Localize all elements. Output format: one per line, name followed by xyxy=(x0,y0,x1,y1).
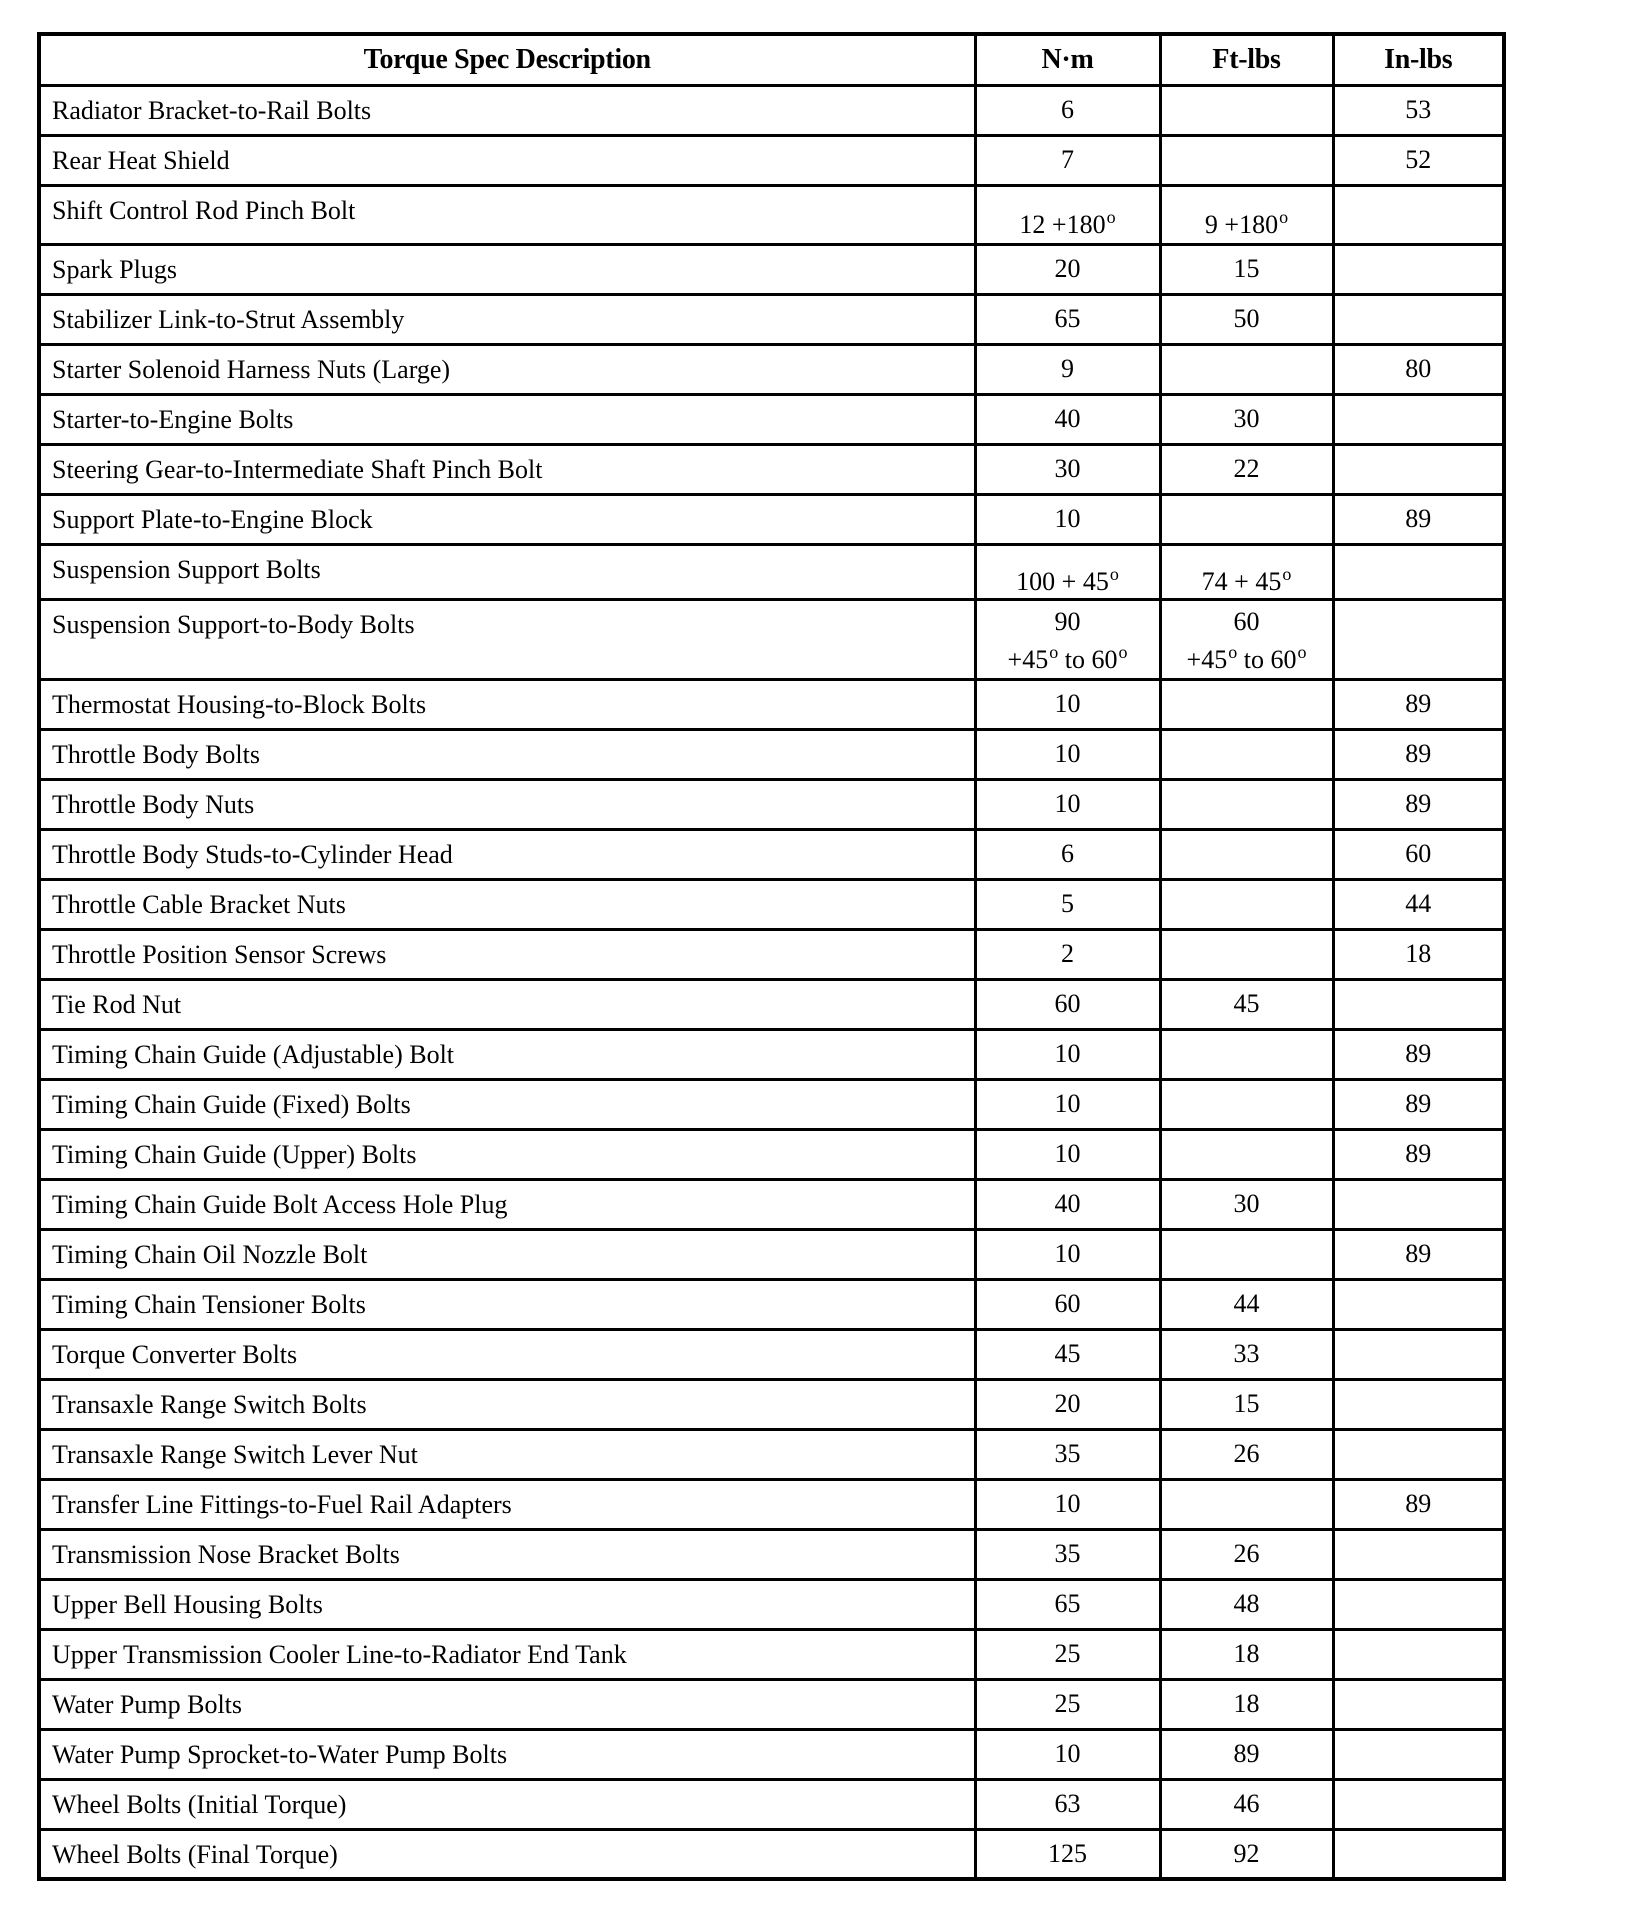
nm-cell: 25 xyxy=(975,1679,1160,1729)
nm-cell: 63 xyxy=(975,1779,1160,1829)
torque-spec-table xyxy=(37,32,1506,1881)
in-lbs-cell xyxy=(1333,1529,1504,1579)
table-row xyxy=(39,494,1504,544)
description-cell: Timing Chain Tensioner Bolts xyxy=(39,1279,975,1329)
nm-cell: 10 xyxy=(975,1129,1160,1179)
ft-lbs-cell: 26 xyxy=(1160,1529,1333,1579)
nm-cell: 35 xyxy=(975,1529,1160,1579)
ft-lbs-cell: 15 xyxy=(1160,244,1333,294)
in-lbs-cell xyxy=(1333,1279,1504,1329)
in-lbs-cell xyxy=(1333,394,1504,444)
table-row xyxy=(39,1579,1504,1629)
degree-symbol: o xyxy=(1106,206,1116,227)
nm-cell: 40 xyxy=(975,1179,1160,1229)
table-row xyxy=(39,1279,1504,1329)
in-lbs-cell xyxy=(1333,1329,1504,1379)
description-cell: Timing Chain Oil Nozzle Bolt xyxy=(39,1229,975,1279)
table-row xyxy=(39,1379,1504,1429)
header-ft-lbs: Ft-lbs xyxy=(1160,34,1333,85)
table-row xyxy=(39,779,1504,829)
description-cell: Wheel Bolts (Initial Torque) xyxy=(39,1779,975,1829)
in-lbs-cell xyxy=(1333,1579,1504,1629)
ft-lbs-cell: 18 xyxy=(1160,1679,1333,1729)
ft-lbs-cell: 44 xyxy=(1160,1279,1333,1329)
in-lbs-cell: 89 xyxy=(1333,494,1504,544)
ft-lbs-cell: 89 xyxy=(1160,1729,1333,1779)
in-lbs-cell xyxy=(1333,1379,1504,1429)
in-lbs-cell xyxy=(1333,1829,1504,1879)
ft-lbs-cell: 18 xyxy=(1160,1629,1333,1679)
table-row xyxy=(39,344,1504,394)
ft-lbs-cell xyxy=(1160,85,1333,135)
ft-lbs-cell xyxy=(1160,1229,1333,1279)
in-lbs-cell xyxy=(1333,1629,1504,1679)
ft-lbs-cell xyxy=(1160,929,1333,979)
description-cell: Throttle Body Bolts xyxy=(39,729,975,779)
description-cell: Upper Transmission Cooler Line-to-Radiator End Tank xyxy=(39,1629,975,1679)
in-lbs-cell xyxy=(1333,1779,1504,1829)
nm-cell: 10 xyxy=(975,1079,1160,1129)
nm-cell: 65 xyxy=(975,294,1160,344)
nm-cell: 60 xyxy=(975,1279,1160,1329)
description-cell: Torque Converter Bolts xyxy=(39,1329,975,1379)
degree-symbol: o xyxy=(1049,641,1059,662)
nm-cell: 35 xyxy=(975,1429,1160,1479)
description-cell: Radiator Bracket-to-Rail Bolts xyxy=(39,85,975,135)
description-cell: Throttle Body Studs-to-Cylinder Head xyxy=(39,829,975,879)
nm-cell: 9 xyxy=(975,344,1160,394)
table-row xyxy=(39,979,1504,1029)
in-lbs-cell xyxy=(1333,444,1504,494)
nm-cell: $12 +180^o$ xyxy=(975,185,1160,244)
table-row xyxy=(39,1779,1504,1829)
ft-lbs-cell: 26 xyxy=(1160,1429,1333,1479)
nm-cell: 65 xyxy=(975,1579,1160,1629)
table-row xyxy=(39,929,1504,979)
in-lbs-cell: 89 xyxy=(1333,1229,1504,1279)
in-lbs-cell xyxy=(1333,1729,1504,1779)
description-cell: Transmission Nose Bracket Bolts xyxy=(39,1529,975,1579)
nm-cell: 6 xyxy=(975,85,1160,135)
description-cell: Throttle Position Sensor Screws xyxy=(39,929,975,979)
nm-cell: 125 xyxy=(975,1829,1160,1879)
description-cell: Throttle Body Nuts xyxy=(39,779,975,829)
description-cell: Steering Gear-to-Intermediate Shaft Pinch Bolt xyxy=(39,444,975,494)
ft-lbs-cell: 45 xyxy=(1160,979,1333,1029)
table-row xyxy=(39,135,1504,185)
description-cell: Tie Rod Nut xyxy=(39,979,975,1029)
ft-lbs-cell xyxy=(1160,1029,1333,1079)
description-cell: Timing Chain Guide Bolt Access Hole Plug xyxy=(39,1179,975,1229)
ft-lbs-cell xyxy=(1160,1129,1333,1179)
table-row xyxy=(39,1179,1504,1229)
description-cell: Transaxle Range Switch Lever Nut xyxy=(39,1429,975,1479)
table-row xyxy=(39,1079,1504,1129)
in-lbs-cell: 80 xyxy=(1333,344,1504,394)
ft-lbs-cell: 33 xyxy=(1160,1329,1333,1379)
ft-lbs-cell: 22 xyxy=(1160,444,1333,494)
ft-lbs-cell: 50 xyxy=(1160,294,1333,344)
description-cell: Shift Control Rod Pinch Bolt xyxy=(39,185,975,244)
table-row xyxy=(39,1129,1504,1179)
table-row xyxy=(39,1479,1504,1529)
in-lbs-cell xyxy=(1333,244,1504,294)
in-lbs-cell: 89 xyxy=(1333,779,1504,829)
nm-cell-line1: 90 xyxy=(1054,606,1081,636)
description-cell: Water Pump Bolts xyxy=(39,1679,975,1729)
table-row xyxy=(39,444,1504,494)
in-lbs-cell: 52 xyxy=(1333,135,1504,185)
description-cell: Starter Solenoid Harness Nuts (Large) xyxy=(39,344,975,394)
ft-lbs-cell xyxy=(1160,344,1333,394)
ft-lbs-cell: 15 xyxy=(1160,1379,1333,1429)
ft-lbs-cell xyxy=(1160,599,1333,679)
in-lbs-cell xyxy=(1333,544,1504,599)
table-row xyxy=(39,829,1504,879)
degree-symbol: o xyxy=(1109,563,1119,584)
nm-cell: 10 xyxy=(975,1479,1160,1529)
table-row xyxy=(39,599,1504,679)
description-cell: Suspension Support-to-Body Bolts xyxy=(39,599,975,679)
description-cell: Wheel Bolts (Final Torque) xyxy=(39,1829,975,1879)
table-row xyxy=(39,1529,1504,1579)
ft-lbs-cell xyxy=(1160,829,1333,879)
description-cell: Starter-to-Engine Bolts xyxy=(39,394,975,444)
ft-lbs-cell: 46 xyxy=(1160,1779,1333,1829)
ft-lbs-cell xyxy=(1160,1479,1333,1529)
table-row xyxy=(39,1829,1504,1879)
nm-cell: 30 xyxy=(975,444,1160,494)
table-body xyxy=(39,85,1504,1879)
ft-lbs-cell xyxy=(1160,879,1333,929)
ft-lbs-cell xyxy=(1160,135,1333,185)
in-lbs-cell xyxy=(1333,185,1504,244)
description-cell: Water Pump Sprocket-to-Water Pump Bolts xyxy=(39,1729,975,1779)
in-lbs-cell xyxy=(1333,599,1504,679)
description-cell: Timing Chain Guide (Adjustable) Bolt xyxy=(39,1029,975,1079)
in-lbs-cell xyxy=(1333,1679,1504,1729)
description-cell: Support Plate-to-Engine Block xyxy=(39,494,975,544)
degree-symbol: o xyxy=(1282,563,1292,584)
degree-symbol: o xyxy=(1279,206,1289,227)
nm-cell: 45 xyxy=(975,1329,1160,1379)
ft-lbs-cell xyxy=(1160,779,1333,829)
description-cell: Suspension Support Bolts xyxy=(39,544,975,599)
in-lbs-cell: 89 xyxy=(1333,1029,1504,1079)
table-row xyxy=(39,185,1504,244)
table-row xyxy=(39,544,1504,599)
description-cell: Upper Bell Housing Bolts xyxy=(39,1579,975,1629)
ft-lbs-cell xyxy=(1160,1079,1333,1129)
description-cell: Thermostat Housing-to-Block Bolts xyxy=(39,679,975,729)
ft-lbs-cell: $9 +180^o$ xyxy=(1160,185,1333,244)
in-lbs-cell: 89 xyxy=(1333,1479,1504,1529)
table-row xyxy=(39,294,1504,344)
header-row xyxy=(39,34,1504,85)
header-in-lbs: In-lbs xyxy=(1333,34,1504,85)
in-lbs-cell xyxy=(1333,1179,1504,1229)
in-lbs-cell: 89 xyxy=(1333,1129,1504,1179)
in-lbs-cell xyxy=(1333,979,1504,1029)
description-cell: Transfer Line Fittings-to-Fuel Rail Adapters xyxy=(39,1479,975,1529)
in-lbs-cell: 89 xyxy=(1333,729,1504,779)
nm-cell: 60 xyxy=(975,979,1160,1029)
nm-cell: 20 xyxy=(975,244,1160,294)
table-row xyxy=(39,85,1504,135)
table-row xyxy=(39,1629,1504,1679)
nm-cell: 10 xyxy=(975,1029,1160,1079)
ft-lbs-cell: 30 xyxy=(1160,1179,1333,1229)
ft-lbs-cell: $74 + 45^o$ xyxy=(1160,544,1333,599)
table-row xyxy=(39,1429,1504,1479)
table-row xyxy=(39,1729,1504,1779)
in-lbs-cell: 53 xyxy=(1333,85,1504,135)
description-cell: Timing Chain Guide (Upper) Bolts xyxy=(39,1129,975,1179)
nm-cell: 25 xyxy=(975,1629,1160,1679)
table-row xyxy=(39,729,1504,779)
ft-lbs-cell: 48 xyxy=(1160,1579,1333,1629)
nm-cell: 10 xyxy=(975,679,1160,729)
table-row xyxy=(39,1229,1504,1279)
nm-cell: 7 xyxy=(975,135,1160,185)
table-row xyxy=(39,879,1504,929)
in-lbs-cell: 44 xyxy=(1333,879,1504,929)
in-lbs-cell: 89 xyxy=(1333,1079,1504,1129)
table-row xyxy=(39,679,1504,729)
nm-cell: 2 xyxy=(975,929,1160,979)
in-lbs-cell xyxy=(1333,1429,1504,1479)
nm-cell-line2: $+45^o$ to 60$^o$ xyxy=(1007,641,1128,674)
description-cell: Transaxle Range Switch Bolts xyxy=(39,1379,975,1429)
nm-cell: 40 xyxy=(975,394,1160,444)
description-cell: Rear Heat Shield xyxy=(39,135,975,185)
nm-cell: 10 xyxy=(975,494,1160,544)
table-row xyxy=(39,394,1504,444)
table-row xyxy=(39,1679,1504,1729)
header-nm: N·m xyxy=(975,34,1160,85)
nm-cell: 10 xyxy=(975,729,1160,779)
nm-cell: 10 xyxy=(975,779,1160,829)
nm-cell: 10 xyxy=(975,1229,1160,1279)
table-row xyxy=(39,1029,1504,1079)
ft-lbs-cell xyxy=(1160,679,1333,729)
table-row xyxy=(39,1329,1504,1379)
in-lbs-cell xyxy=(1333,294,1504,344)
nm-cell: $100 + 45^o$ xyxy=(975,544,1160,599)
header-description: Torque Spec Description xyxy=(39,34,975,85)
description-cell: Spark Plugs xyxy=(39,244,975,294)
nm-cell: 6 xyxy=(975,829,1160,879)
description-cell: Timing Chain Guide (Fixed) Bolts xyxy=(39,1079,975,1129)
description-cell: Throttle Cable Bracket Nuts xyxy=(39,879,975,929)
nm-cell: 5 xyxy=(975,879,1160,929)
table-row xyxy=(39,244,1504,294)
ft-lbs-cell xyxy=(1160,729,1333,779)
in-lbs-cell: 18 xyxy=(1333,929,1504,979)
ft-lbs-cell-line2: $+45^o$ to 60$^o$ xyxy=(1186,641,1307,674)
ft-lbs-cell: 92 xyxy=(1160,1829,1333,1879)
ft-lbs-cell xyxy=(1160,494,1333,544)
degree-symbol: o xyxy=(1118,641,1128,662)
degree-symbol: o xyxy=(1297,641,1307,662)
ft-lbs-cell: 30 xyxy=(1160,394,1333,444)
in-lbs-cell: 89 xyxy=(1333,679,1504,729)
ft-lbs-cell-line1: 60 xyxy=(1233,606,1260,636)
nm-cell: 20 xyxy=(975,1379,1160,1429)
in-lbs-cell: 60 xyxy=(1333,829,1504,879)
nm-cell: 10 xyxy=(975,1729,1160,1779)
degree-symbol: o xyxy=(1228,641,1238,662)
nm-cell xyxy=(975,599,1160,679)
description-cell: Stabilizer Link-to-Strut Assembly xyxy=(39,294,975,344)
